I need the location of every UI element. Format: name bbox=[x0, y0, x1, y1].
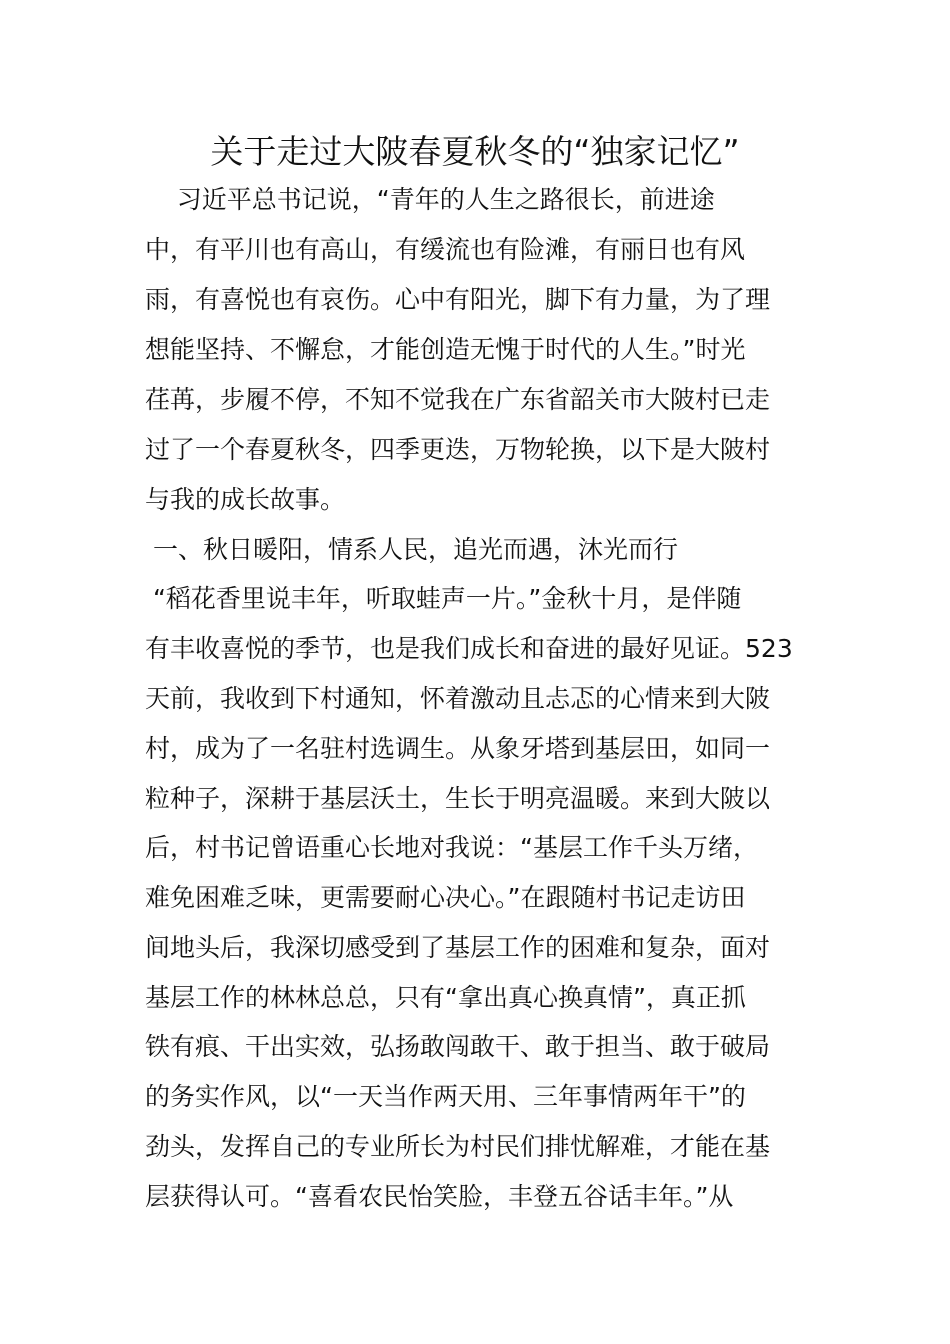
body-line: “稻花香里说丰年，听取蛙声一片。”金秋十月，是伴随 bbox=[145, 584, 742, 613]
body-line: 荏苒，步履不停，不知不觉我在广东省韶关市大陂村已走 bbox=[145, 385, 771, 414]
body-line: 劲头，发挥自己的专业所长为村民们排忧解难，才能在基 bbox=[145, 1132, 771, 1161]
body-line: 铁有痕、干出实效，弘扬敢闯敢干、敢于担当、敢于破局 bbox=[145, 1032, 771, 1061]
body-line: 粒种子，深耕于基层沃土，生长于明亮温暖。来到大陂以 bbox=[145, 784, 771, 813]
body-line: 中，有平川也有高山，有缓流也有险滩，有丽日也有风 bbox=[145, 235, 746, 264]
body-line: 基层工作的林林总总，只有“拿出真心换真情”，真正抓 bbox=[145, 983, 746, 1012]
body-line: 与我的成长故事。 bbox=[145, 485, 346, 514]
body-line: 层获得认可。“喜看农民怡笑脸，丰登五谷话丰年。”从 bbox=[145, 1182, 734, 1211]
document-title: 关于走过大陂春夏秋冬的“独家记忆” bbox=[210, 132, 740, 171]
body-line: 的务实作风，以“一天当作两天用、三年事情两年干”的 bbox=[145, 1082, 746, 1111]
body-line: 雨，有喜悦也有哀伤。心中有阳光，脚下有力量，为了理 bbox=[145, 285, 771, 314]
body-line: 后，村书记曾语重心长地对我说：“基层工作千头万绪， bbox=[145, 833, 758, 862]
section-heading: 一、秋日暖阳，情系人民，追光而遇，沐光而行 bbox=[145, 535, 678, 564]
body-line: 村，成为了一名驻村选调生。从象牙塔到基层田，如同一 bbox=[145, 734, 771, 763]
body-line: 天前，我收到下村通知，怀着激动且忐忑的心情来到大陂 bbox=[145, 684, 771, 713]
body-line: 间地头后，我深切感受到了基层工作的困难和复杂，面对 bbox=[145, 933, 771, 962]
body-line: 习近平总书记说，“青年的人生之路很长，前进途 bbox=[145, 185, 715, 214]
body-line: 有丰收喜悦的季节，也是我们成长和奋进的最好见证。523 bbox=[145, 634, 793, 663]
body-line: 难免困难乏味，更需要耐心决心。”在跟随村书记走访田 bbox=[145, 883, 746, 912]
body-line: 过了一个春夏秋冬，四季更迭，万物轮换，以下是大陂村 bbox=[145, 435, 771, 464]
body-line: 想能坚持、不懈怠，才能创造无愧于时代的人生。”时光 bbox=[145, 335, 746, 364]
